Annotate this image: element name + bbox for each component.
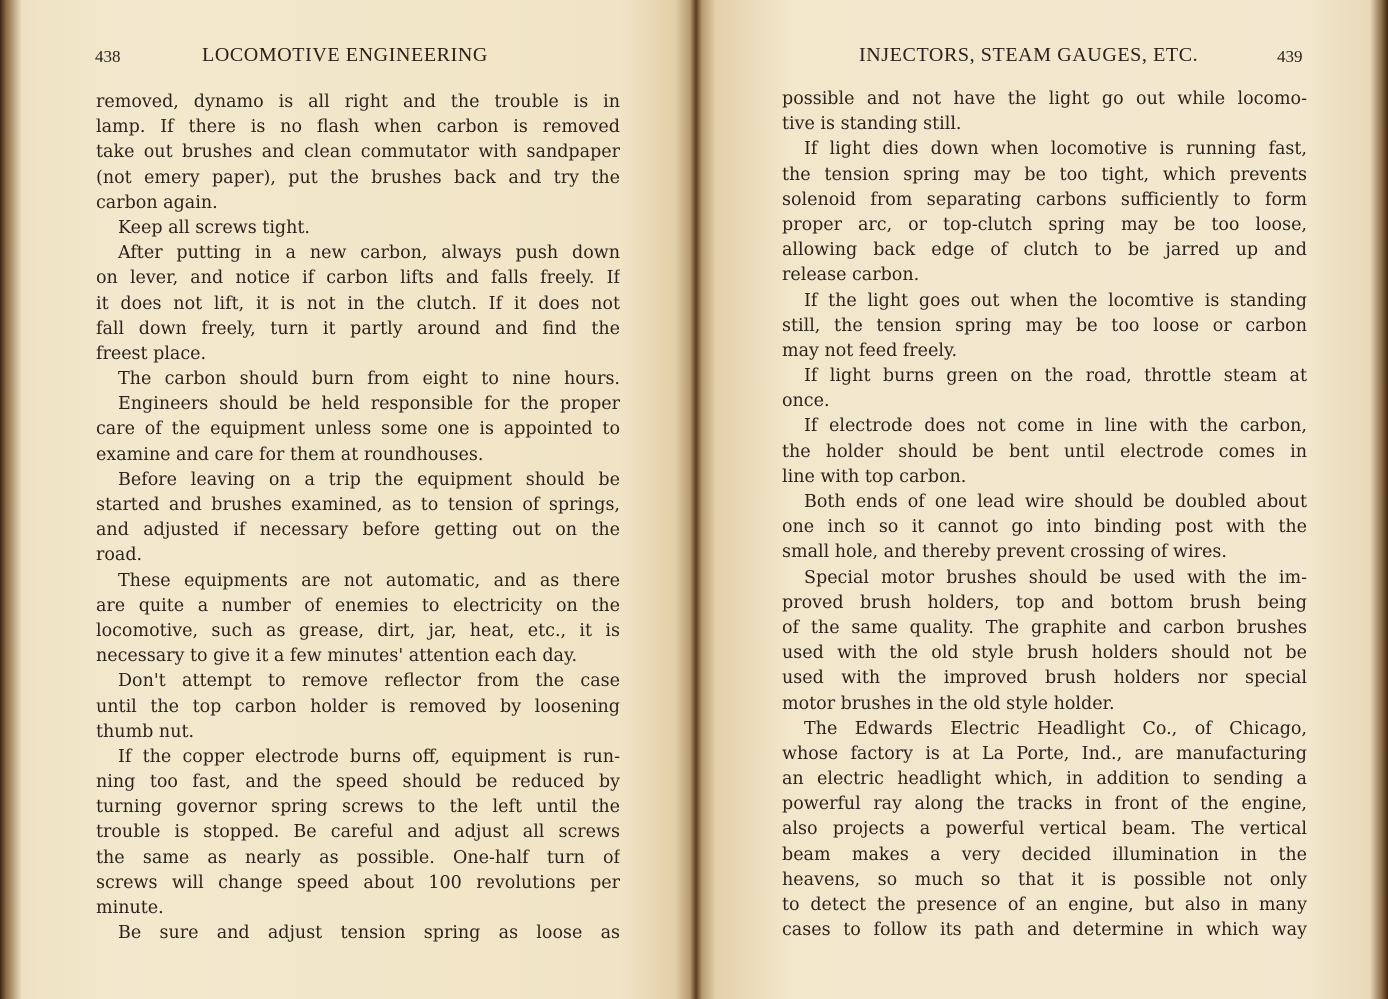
text-line: carbon again.	[96, 192, 218, 213]
text-line: it does not lift, it is not in the clutch. If it does not	[96, 293, 620, 314]
text-line: examine and care for them at roundhouses.	[96, 444, 484, 465]
text-line: Before leaving on a trip the equipment should be	[118, 469, 620, 490]
text-line: Special motor brushes should be used with the im-	[804, 567, 1307, 588]
text-line: The carbon should burn from eight to nine hours.	[118, 369, 620, 390]
text-line: take out brushes and clean commutator with sandpaper	[96, 142, 620, 163]
right-running-head: INJECTORS, STEAM GAUGES, ETC.	[859, 44, 1199, 66]
text-line: the tension spring may be too tight, which prevents	[782, 164, 1307, 185]
text-line: lamp. If there is no flash when carbon is removed	[96, 117, 620, 138]
text-line: tive is standing still.	[782, 114, 962, 135]
text-line: once.	[782, 391, 830, 412]
text-line: until the top carbon holder is removed by loosening	[96, 696, 620, 717]
left-page-number: 438	[95, 47, 121, 66]
text-line: powerful ray along the tracks in front of the engine,	[782, 794, 1307, 815]
text-line: solenoid from separating carbons sufficiently to form	[782, 189, 1307, 210]
text-line: heavens, so much so that it is possible not only	[782, 869, 1307, 890]
text-line: ning too fast, and the speed should be reduced by	[96, 772, 620, 793]
text-line: locomotive, such as grease, dirt, jar, heat, etc., it is	[96, 620, 620, 641]
text-line: an electric headlight which, in addition to sending a	[782, 769, 1307, 790]
text-line: removed, dynamo is all right and the trouble is in	[96, 92, 620, 112]
text-line: to detect the presence of an engine, but also in many	[782, 895, 1307, 915]
text-line: used with the improved brush holders nor special	[782, 668, 1307, 689]
text-line: one inch so it cannot go into binding post with the	[782, 517, 1307, 538]
text-line: started and brushes examined, as to tension of springs,	[96, 495, 620, 515]
text-line: If electrode does not come in line with the carbon,	[804, 416, 1307, 437]
text-line: are quite a number of enemies to electricity on the	[96, 595, 620, 616]
text-line: Engineers should be held responsible for the proper	[118, 394, 620, 415]
text-line: motor brushes in the old style holder.	[782, 693, 1115, 714]
text-line: used with the old style brush holders should not be	[782, 643, 1307, 664]
text-line: necessary to give it a few minutes' attention each day.	[96, 646, 578, 667]
text-line: If the light goes out when the locomtive is standing	[804, 290, 1307, 311]
right-page-body	[782, 87, 1307, 943]
text-line: Don't attempt to remove reflector from the case	[118, 671, 620, 692]
text-line: line with top carbon.	[782, 466, 967, 487]
text-line: Be sure and adjust tension spring as loose as	[118, 923, 620, 944]
text-line: If light dies down when locomotive is running fast,	[804, 139, 1307, 160]
text-line: proper arc, or top-clutch spring may be too loose,	[782, 214, 1307, 235]
text-line: If the copper electrode burns off, equipment is run-	[118, 746, 620, 767]
text-line: also projects a powerful vertical beam. The vertical	[782, 819, 1307, 840]
text-line: beam makes a very decided illumination in the	[782, 844, 1307, 865]
text-line: (not emery paper), put the brushes back and try the	[96, 167, 620, 188]
text-line: still, the tension spring may be too loose or carbon	[782, 315, 1307, 336]
text-line: freest place.	[96, 343, 207, 364]
text-line: on lever, and notice if carbon lifts and falls freely. If	[96, 268, 620, 289]
text-line: fall down freely, turn it partly around and find the	[96, 318, 620, 339]
right-page	[696, 0, 1388, 999]
text-line: The Edwards Electric Headlight Co., of Chicago,	[804, 718, 1307, 739]
text-line: Both ends of one lead wire should be doubled about	[804, 492, 1307, 512]
text-line: minute.	[96, 898, 164, 918]
text-line: allowing back edge of clutch to be jarred up and	[782, 240, 1307, 261]
text-line: release carbon.	[782, 265, 920, 286]
text-line: These equipments are not automatic, and as there	[118, 570, 620, 591]
text-line: may not feed freely.	[782, 340, 958, 361]
text-line: Keep all screws tight.	[118, 217, 310, 238]
text-line: trouble is stopped. Be careful and adjust all screws	[96, 822, 620, 843]
text-line: After putting in a new carbon, always push down	[118, 243, 620, 264]
text-line: thumb nut.	[96, 721, 195, 742]
text-line: of the same quality. The graphite and carbon brushes	[782, 617, 1307, 638]
text-line: If light burns green on the road, throttle steam at	[804, 366, 1307, 387]
text-line: road.	[96, 545, 143, 566]
text-line: the same as nearly as possible. One-half turn of	[96, 847, 620, 868]
text-line: screws will change speed about 100 revolutions per	[96, 872, 620, 893]
text-line: proved brush holders, top and bottom brush being	[782, 592, 1307, 613]
left-page-body	[96, 90, 620, 946]
text-line: the holder should be bent until electrode comes in	[782, 441, 1307, 462]
text-line: care of the equipment unless some one is appointed to	[96, 419, 620, 440]
text-line: small hole, and thereby prevent crossing of wires.	[782, 542, 1227, 563]
text-line: whose factory is at La Porte, Ind., are manufacturing	[782, 743, 1307, 764]
text-line: and adjusted if necessary before getting out on the	[96, 520, 620, 541]
text-line: turning governor spring screws to the left until the	[96, 797, 620, 818]
right-page-number: 439	[1277, 47, 1303, 66]
text-line: cases to follow its path and determine in which way	[782, 920, 1307, 941]
left-running-head: LOCOMOTIVE ENGINEERING	[202, 44, 488, 66]
text-line: possible and not have the light go out while locomo-	[782, 89, 1307, 109]
